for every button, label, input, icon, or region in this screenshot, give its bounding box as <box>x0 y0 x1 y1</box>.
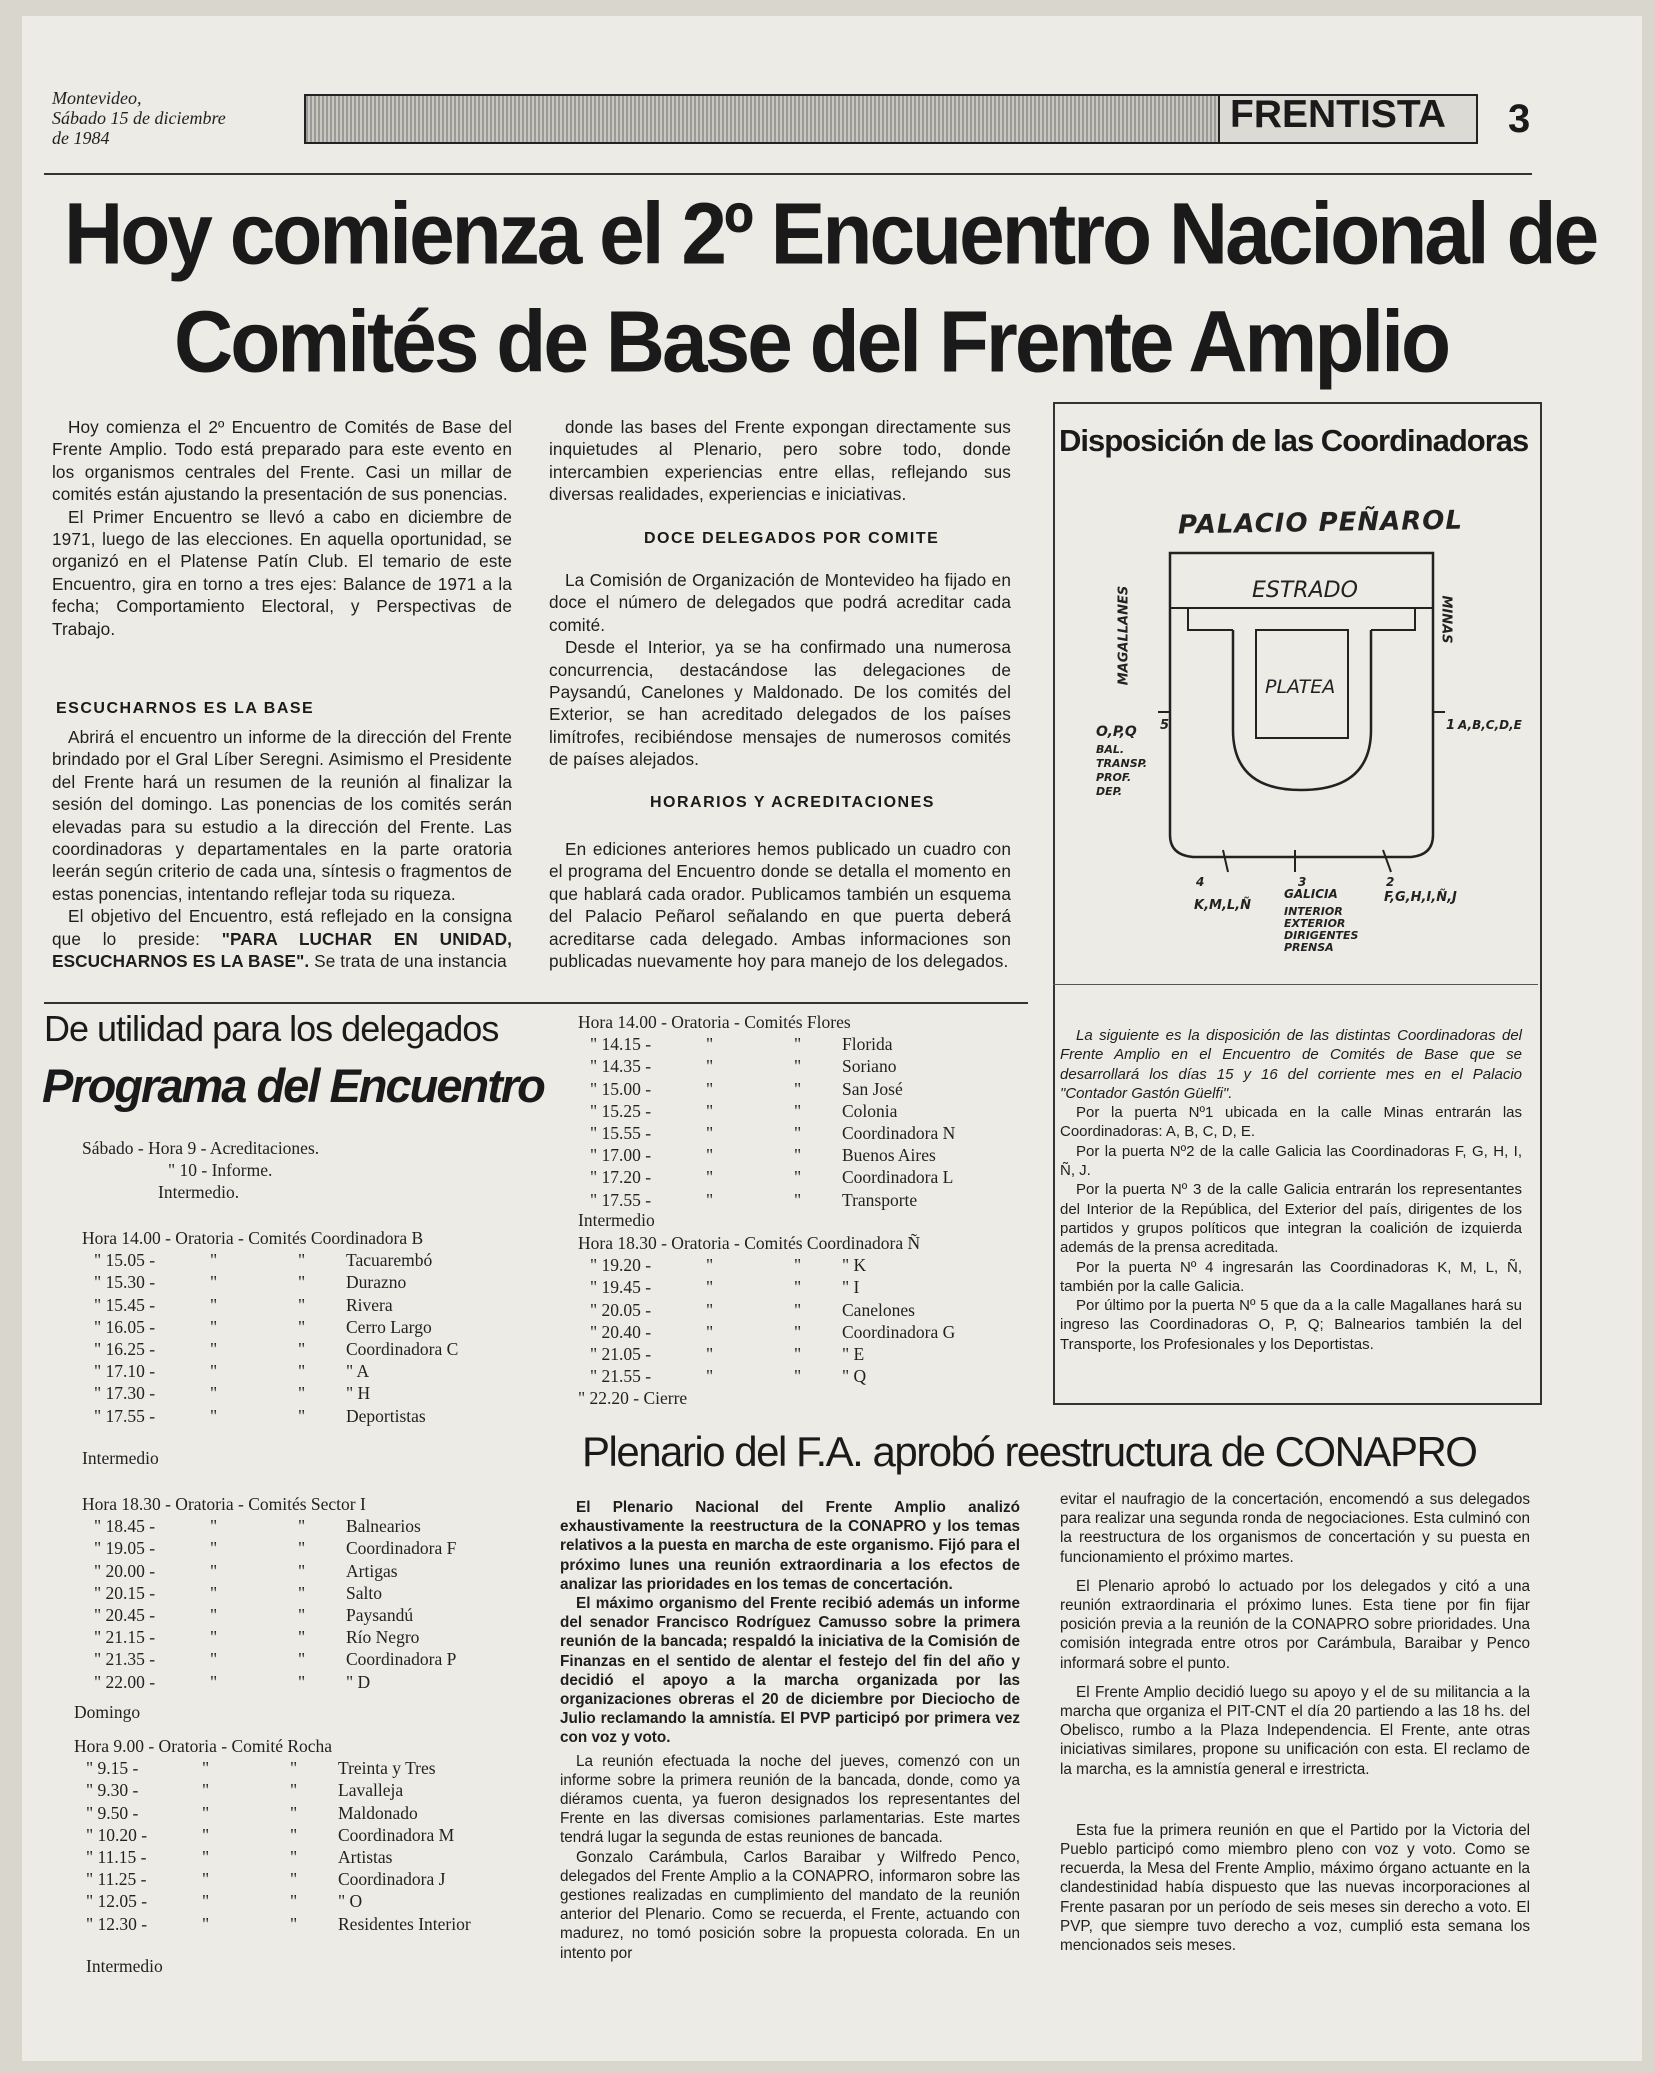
schedule-ditto: " <box>794 1255 802 1276</box>
street-label-minas: MINAS <box>1438 595 1454 644</box>
schedule-ditto: " <box>290 1846 298 1867</box>
schedule-ditto: " <box>298 1671 306 1692</box>
schedule-row <box>82 1494 502 1516</box>
schedule-time: " 14.35 - <box>590 1056 652 1077</box>
schedule-comite: " H <box>346 1383 371 1404</box>
dateline-line: Sábado 15 de diciembre <box>52 108 226 128</box>
schedule-comite: Maldonado <box>338 1802 418 1823</box>
plenario-title: Plenario del F.A. aprobó reestructura de CONAPRO <box>582 1428 1477 1475</box>
schedule-ditto: " <box>298 1294 306 1315</box>
schedule-ditto: " <box>298 1538 306 1559</box>
street-label-magallanes: MAGALLANES <box>1116 585 1132 686</box>
schedule-comite: Florida <box>842 1034 893 1055</box>
schedule-time: " 16.25 - <box>94 1338 156 1359</box>
schedule-ditto: " <box>210 1316 218 1337</box>
left-group-line: BAL. <box>1096 743 1125 756</box>
schedule-row <box>578 1145 1008 1167</box>
plenario-column-2 <box>1060 1490 1530 1955</box>
schedule-comite: Lavalleja <box>338 1780 404 1801</box>
schedule-row <box>82 1339 502 1361</box>
schedule-row <box>82 1250 502 1272</box>
schedule-ditto: " <box>794 1343 802 1364</box>
schedule-ditto: " <box>794 1056 802 1077</box>
schedule-row <box>82 1383 502 1405</box>
schedule-block-sunday-morning <box>74 1736 494 1936</box>
schedule-time: " 15.55 - <box>590 1122 652 1143</box>
schedule-ditto: " <box>210 1604 218 1625</box>
schedule-row <box>74 1780 494 1802</box>
paragraph: Gonzalo Carámbula, Carlos Baraibar y Wilfredo Penco, delegados del Frente Amplio a la CONAPRO, informaron sobre las gestiones realizadas en cumplimiento del mandato de la reunión anterior del Plenario. Como se recuerda, el Frente, actuando con madurez, no tomó posición sobre la propuesta colorada. En un intento por <box>560 1848 1020 1962</box>
bottom-left-label: K,M,L,Ñ <box>1194 898 1251 913</box>
intermission-label: Intermedio <box>82 1448 159 1468</box>
paragraph-text: El objetivo del Encuentro, está reflejado en la consigna que lo preside: <box>52 906 512 949</box>
schedule-block-saturday-afternoon <box>82 1228 502 1428</box>
schedule-ditto: " <box>706 1167 714 1188</box>
schedule-ditto: " <box>210 1272 218 1293</box>
bottom-mid-line: DIRIGENTES <box>1284 929 1359 942</box>
schedule-row <box>82 1583 502 1605</box>
schedule-row <box>578 1167 1008 1189</box>
program-kicker: De utilidad para los delegados <box>44 1008 499 1049</box>
schedule-ditto: " <box>706 1366 714 1387</box>
schedule-ditto: " <box>202 1758 210 1779</box>
paragraph: Desde el Interior, ya se ha confirmado una numerosa concurrencia, destacándose las delegaciones de Paysandú, Canelones y Maldonado. De los comités del Exterior, se han acreditado delegados de los países limítrofes, recibiéndose mensajes de numerosos comités de países alejados. <box>549 637 1011 770</box>
schedule-ditto: " <box>210 1649 218 1670</box>
program-rule <box>44 1002 1028 1004</box>
schedule-time: " 15.05 - <box>94 1250 156 1271</box>
schedule-comite: Buenos Aires <box>842 1145 936 1166</box>
paragraph: Abrirá el encuentro un informe de la dirección del Frente brindado por el Gral Líber Seregni. Asimismo el Presidente del Frente hará un resumen de la reunión al finalizar la sesión del domingo. Las ponencias de los comités serán elevadas para su estudio a la dirección del Frente. Las coordinadoras y departamentales en la parte oratoria leerán según criterio de cada una, síntesis o fragmentos de estas ponencias, intentando reflejar toda su riqueza. <box>52 727 512 904</box>
page-number: 3 <box>1508 97 1531 141</box>
paragraph <box>52 905 512 972</box>
schedule-ditto: " <box>290 1802 298 1823</box>
section-label: FRENTISTA <box>1230 93 1446 136</box>
masthead-rule <box>44 173 1532 175</box>
schedule-time: " 15.25 - <box>590 1100 652 1121</box>
program-intro <box>82 1138 319 1205</box>
schedule-comite: Coordinadora G <box>842 1321 956 1342</box>
schedule-row <box>578 1123 1008 1145</box>
schedule-row <box>82 1228 502 1250</box>
schedule-comite: Coordinadora P <box>346 1649 457 1670</box>
schedule-ditto: " <box>706 1122 714 1143</box>
schedule-time: Hora 18.30 - Oratoria - Comités Coordinadora Ñ <box>578 1233 921 1253</box>
schedule-ditto: " <box>210 1338 218 1359</box>
caption-paragraph: Por la puerta Nº1 ubicada en la calle Minas entrarán las Coordinadoras: A, B, C, D, E. <box>1060 1104 1522 1141</box>
schedule-time: " 15.00 - <box>590 1078 652 1099</box>
diagram-title: Disposición de las Coordinadoras <box>1059 423 1529 458</box>
schedule-row <box>82 1317 502 1339</box>
caption-paragraph: Por la puerta Nº2 de la calle Galicia las Coordinadoras F, G, H, I, Ñ, J. <box>1060 1142 1522 1180</box>
schedule-ditto: " <box>202 1891 210 1912</box>
bottom-mid-line: GALICIA <box>1284 887 1338 901</box>
schedule-row <box>578 1034 1008 1056</box>
schedule-ditto: " <box>298 1272 306 1293</box>
schedule-comite: Artistas <box>338 1846 393 1867</box>
estrado-label: ESTRADO <box>1252 578 1358 603</box>
schedule-ditto: " <box>706 1343 714 1364</box>
schedule-comite: San José <box>842 1078 903 1099</box>
schedule-row <box>82 1272 502 1294</box>
schedule-time: " 20.40 - <box>590 1321 652 1342</box>
paragraph: En ediciones anteriores hemos publicado un cuadro con el programa del Encuentro donde se detalla el momento en que hablará cada orador. Publicamos también un esquema del Palacio Peñarol señalando en que puerta deberá acreditarse cada delegado. Ambas informaciones son publicadas nuevamente hoy para manejo de los delegados. <box>549 839 1011 972</box>
schedule-row <box>74 1758 494 1780</box>
schedule-comite: Tacuarembó <box>346 1250 433 1271</box>
schedule-time: " 16.05 - <box>94 1316 156 1337</box>
paragraph: El Plenario Nacional del Frente Amplio analizó exhaustivamente la reestructura de la CONAPRO y los temas relativos a la puesta en marcha de este organismo. Fijó para el próximo lunes una reunión extraordinaria a los efectos de analizar las prioridades en los temas de concertación. <box>560 1499 1020 1593</box>
schedule-ditto: " <box>298 1604 306 1625</box>
schedule-ditto: " <box>706 1299 714 1320</box>
schedule-comite: Artigas <box>346 1560 398 1581</box>
schedule-time: " 20.15 - <box>94 1582 156 1603</box>
schedule-ditto: " <box>298 1405 306 1426</box>
schedule-block-sunday-evening <box>578 1233 1008 1411</box>
schedule-block-saturday-evening <box>82 1494 502 1694</box>
schedule-time: " 22.20 - Cierre <box>578 1388 688 1409</box>
schedule-comite: Salto <box>346 1582 382 1603</box>
schedule-comite: Paysandú <box>346 1604 414 1625</box>
schedule-ditto: " <box>290 1824 298 1845</box>
schedule-ditto: " <box>298 1316 306 1337</box>
schedule-ditto: " <box>298 1250 306 1271</box>
schedule-time: " 20.45 - <box>94 1604 156 1625</box>
schedule-ditto: " <box>794 1366 802 1387</box>
schedule-ditto: " <box>298 1627 306 1648</box>
article-column-2 <box>549 416 1011 506</box>
plenario-column-1 <box>560 1498 1020 1963</box>
schedule-ditto: " <box>210 1627 218 1648</box>
schedule-ditto: " <box>794 1078 802 1099</box>
article-column-2b <box>549 569 1011 771</box>
schedule-ditto: " <box>298 1516 306 1537</box>
right-group-label: A,B,C,D,E <box>1458 718 1522 732</box>
dateline <box>52 88 226 148</box>
schedule-ditto: " <box>202 1824 210 1845</box>
schedule-row <box>74 1847 494 1869</box>
door-2-number: 2 <box>1386 875 1395 889</box>
schedule-time: Hora 14.00 - Oratoria - Comités Coordinadora B <box>82 1228 424 1248</box>
schedule-comite: Balnearios <box>346 1516 421 1537</box>
schedule-row <box>578 1255 1008 1277</box>
intro-line: Sábado - Hora 9 - Acreditaciones. <box>82 1138 320 1158</box>
left-group-line: TRANSP. <box>1096 757 1148 770</box>
diagram-separator <box>1053 984 1538 985</box>
schedule-comite: " Q <box>842 1366 867 1387</box>
schedule-row <box>578 1233 1008 1255</box>
article-column-1 <box>52 416 512 640</box>
intermission-label: Intermedio <box>86 1956 163 1976</box>
paragraph: donde las bases del Frente expongan directamente sus inquietudes al Plenario, pero sobre todo, donde intercambien experiencias entre ellas, reflejando sus diversas realidades, experiencias e iniciativas. <box>549 417 1011 505</box>
schedule-ditto: " <box>202 1780 210 1801</box>
slogan-quote: "PARA LUCHAR EN UNIDAD, ESCUCHARNOS ES LA BASE". <box>52 928 512 972</box>
schedule-row <box>82 1516 502 1538</box>
schedule-time: " 10.20 - <box>86 1824 148 1845</box>
schedule-comite: " D <box>346 1671 371 1692</box>
schedule-comite: " O <box>338 1891 363 1912</box>
schedule-ditto: " <box>210 1582 218 1603</box>
bottom-mid-line: INTERIOR <box>1284 905 1343 918</box>
schedule-ditto: " <box>794 1167 802 1188</box>
schedule-comite: Durazno <box>346 1272 407 1293</box>
schedule-ditto: " <box>706 1277 714 1298</box>
door-4-mark <box>1223 850 1228 872</box>
schedule-time: " 9.50 - <box>86 1802 139 1823</box>
schedule-time: " 17.30 - <box>94 1383 156 1404</box>
paragraph: evitar el naufragio de la concertación, encomendó a sus delegados para realizar una segunda ronda de negociaciones. Esta culminó con la reestructura de los organismos de concertación y su puesta en funcionamiento el próximo martes. <box>1060 1491 1530 1566</box>
bottom-mid-label <box>1284 888 1358 954</box>
schedule-comite: Coordinadora N <box>842 1122 956 1143</box>
paragraph-text: Se trata de una instancia <box>309 951 507 972</box>
schedule-row <box>578 1056 1008 1078</box>
schedule-row <box>578 1366 1008 1388</box>
schedule-comite: Rivera <box>346 1294 393 1315</box>
schedule-time: " 9.30 - <box>86 1780 139 1801</box>
schedule-ditto: " <box>298 1338 306 1359</box>
schedule-ditto: " <box>706 1189 714 1210</box>
schedule-time: " 17.55 - <box>94 1405 156 1426</box>
schedule-row <box>74 1803 494 1825</box>
schedule-ditto: " <box>706 1321 714 1342</box>
schedule-time: " 15.45 - <box>94 1294 156 1315</box>
schedule-comite: Treinta y Tres <box>338 1758 436 1779</box>
schedule-time: Hora 9.00 - Oratoria - Comité Rocha <box>74 1736 333 1756</box>
schedule-ditto: " <box>298 1560 306 1581</box>
paragraph: El máximo organismo del Frente recibió además un informe del senador Francisco Rodríguez Camusso sobre la primera reunión de la bancada; respaldó la iniciativa de la Comisión de Finanzas en el sentido de alentar el festejo del fin del año y decidió el apoyo a la marcha organizada por las organizaciones obreras el 20 de diciembre por Dieciocho de Julio reclamando la amnistía. El PVP participó por primera vez con voz y voto. <box>560 1595 1020 1747</box>
schedule-comite: Residentes Interior <box>338 1913 471 1934</box>
schedule-ditto: " <box>210 1516 218 1537</box>
venue-label: PALACIO PEÑAROL <box>1177 505 1464 541</box>
schedule-ditto: " <box>794 1299 802 1320</box>
bottom-mid-line: PRENSA <box>1284 941 1334 954</box>
left-group-label <box>1096 725 1147 799</box>
schedule-ditto: " <box>794 1277 802 1298</box>
schedule-row <box>82 1361 502 1383</box>
caption-paragraph: Por último por la puerta Nº 5 que da a la calle Magallanes hará su ingreso las Coordinadoras O, P, Q; Balnearios también la del Transporte, los Profesionales y los Deportistas. <box>1060 1297 1522 1353</box>
schedule-ditto: " <box>794 1321 802 1342</box>
schedule-row <box>82 1605 502 1627</box>
schedule-ditto: " <box>290 1780 298 1801</box>
schedule-ditto: " <box>298 1649 306 1670</box>
schedule-time: " 17.10 - <box>94 1361 156 1382</box>
left-group-line: DEP. <box>1096 785 1123 798</box>
schedule-ditto: " <box>706 1145 714 1166</box>
schedule-time: " 19.05 - <box>94 1538 156 1559</box>
schedule-ditto: " <box>210 1250 218 1271</box>
schedule-row <box>82 1649 502 1671</box>
stage-wings <box>1188 608 1415 630</box>
schedule-ditto: " <box>210 1361 218 1382</box>
schedule-time: " 19.20 - <box>590 1255 652 1276</box>
schedule-row <box>82 1627 502 1649</box>
schedule-row <box>74 1869 494 1891</box>
schedule-row <box>82 1295 502 1317</box>
schedule-time: Hora 14.00 - Oratoria - Comités Flores <box>578 1012 851 1032</box>
schedule-comite: Deportistas <box>346 1405 426 1426</box>
caption-paragraph: Por la puerta Nº 4 ingresarán las Coordinadoras K, M, L, Ñ, también por la calle Galicia. <box>1060 1258 1522 1295</box>
schedule-comite: " E <box>842 1343 865 1364</box>
schedule-comite: Soriano <box>842 1056 897 1077</box>
schedule-ditto: " <box>290 1869 298 1890</box>
schedule-ditto: " <box>210 1538 218 1559</box>
schedule-ditto: " <box>794 1122 802 1143</box>
schedule-row <box>578 1079 1008 1101</box>
schedule-time: " 21.35 - <box>94 1649 156 1670</box>
schedule-row <box>74 1825 494 1847</box>
schedule-ditto: " <box>298 1361 306 1382</box>
schedule-comite: " K <box>842 1255 867 1276</box>
schedule-row <box>578 1101 1008 1123</box>
schedule-time: " 17.20 - <box>590 1167 652 1188</box>
section-heading: DOCE DELEGADOS POR COMITE <box>644 530 940 547</box>
schedule-ditto: " <box>794 1100 802 1121</box>
door-1-number: 1 <box>1446 718 1456 733</box>
schedule-row <box>578 1322 1008 1344</box>
schedule-ditto: " <box>202 1802 210 1823</box>
schedule-comite: Cerro Largo <box>346 1316 432 1337</box>
schedule-time: " 12.30 - <box>86 1913 148 1934</box>
schedule-time: " 11.15 - <box>86 1846 147 1867</box>
schedule-time: " 11.25 - <box>86 1869 147 1890</box>
dateline-line: Montevideo, <box>52 88 142 108</box>
schedule-ditto: " <box>210 1405 218 1426</box>
schedule-row <box>578 1388 1008 1410</box>
bottom-right-label: F,G,H,I,Ñ,J <box>1384 890 1457 905</box>
intro-line: Intermedio. <box>158 1182 240 1203</box>
schedule-comite: Canelones <box>842 1299 915 1320</box>
headline-line-1: Hoy comienza el 2º Encuentro Nacional de <box>64 186 1597 283</box>
schedule-ditto: " <box>706 1056 714 1077</box>
schedule-row <box>578 1300 1008 1322</box>
schedule-time: " 17.00 - <box>590 1145 652 1166</box>
schedule-time: Hora 18.30 - Oratoria - Comités Sector I <box>82 1494 366 1514</box>
schedule-time: " 14.15 - <box>590 1034 652 1055</box>
schedule-ditto: " <box>298 1582 306 1603</box>
schedule-time: " 22.00 - <box>94 1671 156 1692</box>
intermission-label: Intermedio <box>578 1210 655 1230</box>
schedule-time: " 19.45 - <box>590 1277 652 1298</box>
left-group-line: O,P,Q <box>1096 724 1137 740</box>
schedule-ditto: " <box>298 1383 306 1404</box>
schedule-row <box>82 1672 502 1694</box>
schedule-row <box>578 1344 1008 1366</box>
schedule-comite: Coordinadora J <box>338 1869 446 1890</box>
bottom-mid-line: EXTERIOR <box>1284 917 1346 930</box>
schedule-time: " 12.05 - <box>86 1891 148 1912</box>
schedule-row <box>82 1406 502 1428</box>
schedule-ditto: " <box>210 1671 218 1692</box>
schedule-ditto: " <box>210 1383 218 1404</box>
paragraph: La reunión efectuada la noche del jueves, comenzó con un informe sobre la primera reunión de la bancada, donde, como ya diéramos cuenta, ya fueron designados los representantes del Frente en las diversas comisiones parlamentarias. Este martes tendrá lugar la segunda de estas reuniones de bancada. <box>560 1752 1020 1847</box>
domingo-label: Domingo <box>74 1702 141 1722</box>
schedule-ditto: " <box>202 1846 210 1867</box>
paragraph: El Primer Encuentro se llevó a cabo en diciembre de 1971, luego de las elecciones. En aquella oportunidad, se organizó en el Platense Patín Club. El temario de este Encuentro, gira en torno a tres ejes: Balance de 1971 a la fecha; Comportamiento Electoral, y Perspectivas de Trabajo. <box>52 506 512 639</box>
paragraph: Esta fue la primera reunión en que el Partido por la Victoria del Pueblo participó como miembro pleno con voz y voto. Como se recuerda, la Mesa del Frente Amplio, máximo órgano actuante en la clandestinidad había dispuesto que las nuevas incorporaciones al Frente pasaran por un período de seis meses sin derecho a voto. El PVP, que siempre tuvo derecho a voz, cumplió esta semana los mencionados seis meses. <box>1060 1821 1530 1955</box>
schedule-ditto: " <box>706 1034 714 1055</box>
schedule-time: " 21.55 - <box>590 1366 652 1387</box>
schedule-comite: Coordinadora C <box>346 1338 459 1359</box>
schedule-ditto: " <box>794 1034 802 1055</box>
dateline-line: de 1984 <box>52 128 110 148</box>
schedule-ditto: " <box>706 1078 714 1099</box>
schedule-ditto: " <box>706 1255 714 1276</box>
section-heading: HORARIOS Y ACREDITACIONES <box>650 794 935 811</box>
schedule-ditto: " <box>290 1913 298 1934</box>
headline-line-2: Comités de Base del Frente Amplio <box>174 294 1449 391</box>
schedule-time: " 15.30 - <box>94 1272 156 1293</box>
schedule-comite: " A <box>346 1361 370 1382</box>
schedule-row <box>82 1561 502 1583</box>
schedule-time: " 21.05 - <box>590 1343 652 1364</box>
schedule-time: " 18.45 - <box>94 1516 156 1537</box>
article-column-2c <box>549 838 1011 972</box>
program-title: Programa del Encuentro <box>42 1059 544 1112</box>
schedule-ditto: " <box>290 1891 298 1912</box>
schedule-ditto: " <box>202 1869 210 1890</box>
schedule-row <box>82 1538 502 1560</box>
schedule-row <box>578 1277 1008 1299</box>
door-2-mark <box>1383 850 1391 872</box>
schedule-row <box>74 1891 494 1913</box>
paragraph: El Plenario aprobó lo actuado por los delegados y citó a una reunión extraordinaria el próximo lunes. Esta tiene por fin fijar posición previa a la reunión de la CONAPRO sobre prioridades. Una comisión integrada entre otros por Carámbula, Baraibar y Penco informará sobre el punto. <box>1060 1577 1530 1672</box>
schedule-row <box>74 1736 494 1758</box>
paragraph: Hoy comienza el 2º Encuentro de Comités de Base del Frente Amplio. Todo está preparado para este evento en los organismos centrales del Frente. Casi un millar de comités están ajustando la presentación de sus ponencias. <box>52 417 512 505</box>
schedule-ditto: " <box>794 1145 802 1166</box>
schedule-row <box>578 1190 1008 1212</box>
schedule-block-sunday-afternoon <box>578 1012 1008 1212</box>
caption-intro: La siguiente es la disposición de las distintas Coordinadoras del Frente Amplio en el Encuentro de Comités de Base que se desarrollará los días 15 y 16 del corriente mes en el Palacio "Contador Gastón Güelfi". <box>1060 1027 1522 1102</box>
schedule-comite: Coordinadora M <box>338 1824 455 1845</box>
schedule-time: " 9.15 - <box>86 1758 139 1779</box>
schedule-comite: Coordinadora F <box>346 1538 457 1559</box>
schedule-comite: Coordinadora L <box>842 1167 954 1188</box>
schedule-row <box>578 1012 1008 1034</box>
article-column-1b <box>52 726 512 972</box>
diagram-caption <box>1060 1026 1522 1354</box>
door-4-number: 4 <box>1196 875 1205 889</box>
platea-label: PLATEA <box>1265 676 1336 698</box>
schedule-time: " 20.05 - <box>590 1299 652 1320</box>
schedule-ditto: " <box>706 1100 714 1121</box>
schedule-ditto: " <box>290 1758 298 1779</box>
paragraph: El Frente Amplio decidió luego su apoyo y el de su militancia a la marcha que organiza el PIT-CNT el día 20 partiendo a las 18 hs. del Obelisco, rumbo a la Plaza Independencia. El Frente, ante otras iniciativas similares, propone su unificación con esta. El reclamo de la marcha, es la amnistía general e irrestricta. <box>1060 1683 1530 1778</box>
schedule-comite: Río Negro <box>346 1627 420 1648</box>
schedule-ditto: " <box>794 1189 802 1210</box>
caption-paragraph: Por la puerta Nº 3 de la calle Galicia entrarán los representantes del Interior de la República, del Exterior del país, dirigentes de los partidos y grupos políticos que integran la coalición de izquierda además de la prensa acreditada. <box>1060 1181 1522 1257</box>
left-group-line: PROF. <box>1096 771 1132 784</box>
schedule-time: " 20.00 - <box>94 1560 156 1581</box>
schedule-ditto: " <box>210 1560 218 1581</box>
schedule-time: " 17.55 - <box>590 1189 652 1210</box>
schedule-comite: " I <box>842 1277 860 1298</box>
schedule-ditto: " <box>202 1913 210 1934</box>
schedule-comite: Transporte <box>842 1189 918 1210</box>
section-heading: ESCUCHARNOS ES LA BASE <box>56 700 315 717</box>
paragraph: La Comisión de Organización de Montevideo ha fijado en doce el número de delegados que podrá acreditar cada comité. <box>549 570 1011 635</box>
schedule-ditto: " <box>210 1294 218 1315</box>
intro-line: " 10 - Informe. <box>168 1160 273 1181</box>
door-3-number: 3 <box>1298 875 1307 889</box>
schedule-time: " 21.15 - <box>94 1627 156 1648</box>
schedule-comite: Colonia <box>842 1100 898 1121</box>
seating-outline <box>1233 630 1371 790</box>
door-5-number: 5 <box>1160 718 1170 733</box>
schedule-row <box>74 1914 494 1936</box>
